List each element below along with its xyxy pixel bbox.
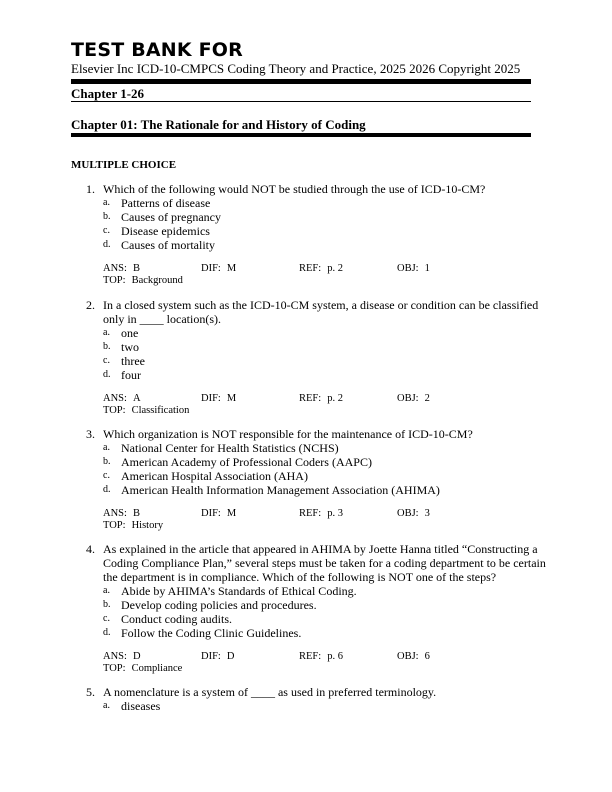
test-bank-title: TEST BANK FOR — [71, 39, 243, 61]
question-text: As explained in the article that appeared in AHIMA by Joette Hanna titled “Constructing a Coding Compliance Plan,” several steps must be taken for a coding department to be certain the department is in compliance. Which of the following is NOT one of the steps? — [103, 542, 546, 584]
option-a: a. National Center for Health Statistics (NCHS) — [103, 441, 339, 455]
topic: Classification — [131, 405, 190, 416]
question-number: 4. — [86, 542, 95, 556]
question-number: 2. — [86, 298, 95, 312]
answer-metadata: ANS: D DIF: D REF: p. 6 OBJ: 6 TOP: Compliance — [103, 651, 430, 674]
question-number: 1. — [86, 182, 95, 196]
answer-options — [103, 699, 546, 713]
topic: History — [131, 520, 164, 531]
reference: p. 3 — [327, 508, 343, 519]
difficulty: M — [226, 263, 237, 274]
objective: 2 — [424, 393, 430, 404]
objective: 6 — [424, 651, 430, 662]
option-c: c. American Hospital Association (AHA) — [103, 469, 308, 483]
reference: p. 2 — [327, 263, 343, 274]
option-b: b. American Academy of Professional Coders (AAPC) — [103, 455, 372, 469]
question-text: Which organization is NOT responsible for the maintenance of ICD-10-CM? — [103, 427, 473, 441]
option-d: d. American Health Information Management Association (AHIMA) — [103, 483, 440, 497]
reference: p. 6 — [327, 651, 343, 662]
answer-key: A — [132, 393, 141, 404]
question-text: Which of the following would NOT be studied through the use of ICD-10-CM? — [103, 182, 486, 196]
header-rule — [71, 79, 531, 84]
chapter-title: Chapter 01: The Rationale for and History of Coding — [71, 117, 366, 132]
question-2 — [86, 298, 546, 417]
option-a: a. Abide by AHIMA’s Standards of Ethical Coding. — [103, 584, 357, 598]
book-subtitle: Elsevier Inc ICD-10-CMPCS Coding Theory and Practice, 2025 2026 Copyright 2025 — [71, 61, 521, 76]
answer-metadata: ANS: B DIF: M REF: p. 3 OBJ: 3 TOP: History — [103, 508, 430, 531]
topic: Compliance — [131, 663, 183, 674]
question-text: A nomenclature is a system of ____ as used in preferred terminology. — [103, 685, 437, 699]
answer-metadata: ANS: A DIF: M REF: p. 2 OBJ: 2 TOP: Classification — [103, 393, 430, 416]
option-c: c. Conduct coding audits. — [103, 612, 232, 626]
option-c: c. Disease epidemics — [103, 224, 210, 238]
answer-options — [103, 584, 546, 640]
question-text: In a closed system such as the ICD-10-CM system, a disease or condition can be classified only in ____ location(s). — [103, 298, 539, 326]
reference: p. 2 — [327, 393, 343, 404]
difficulty: M — [226, 393, 237, 404]
objective: 3 — [424, 508, 430, 519]
answer-key: B — [132, 263, 140, 274]
question-1 — [86, 182, 546, 287]
option-b: b. Causes of pregnancy — [103, 210, 221, 224]
chapter-range: Chapter 1-26 — [71, 86, 145, 101]
question-number: 3. — [86, 427, 95, 441]
option-d: d. Causes of mortality — [103, 238, 215, 252]
answer-options — [103, 326, 546, 382]
option-a: a. one — [103, 326, 139, 340]
option-c: c. three — [103, 354, 145, 368]
answer-options — [103, 196, 546, 252]
chapter-title-rule — [71, 133, 531, 137]
question-5 — [86, 685, 546, 713]
answer-key: D — [132, 651, 141, 662]
option-b: b. Develop coding policies and procedures. — [103, 598, 317, 612]
option-b: b. two — [103, 340, 139, 354]
question-3 — [86, 427, 546, 532]
answer-metadata: ANS: B DIF: M REF: p. 2 OBJ: 1 TOP: Background — [103, 263, 430, 286]
difficulty: D — [226, 651, 235, 662]
option-d: d. Follow the Coding Clinic Guidelines. — [103, 626, 302, 640]
question-4 — [86, 542, 546, 675]
option-d: d. four — [103, 368, 141, 382]
option-a: a. diseases — [103, 699, 161, 713]
section-heading: MULTIPLE CHOICE — [71, 159, 177, 171]
difficulty: M — [226, 508, 237, 519]
question-number: 5. — [86, 685, 95, 699]
topic: Background — [131, 275, 183, 286]
answer-key: B — [132, 508, 140, 519]
answer-options — [103, 441, 546, 497]
option-a: a. Patterns of disease — [103, 196, 211, 210]
objective: 1 — [424, 263, 430, 274]
chapter-range-rule — [71, 101, 531, 102]
